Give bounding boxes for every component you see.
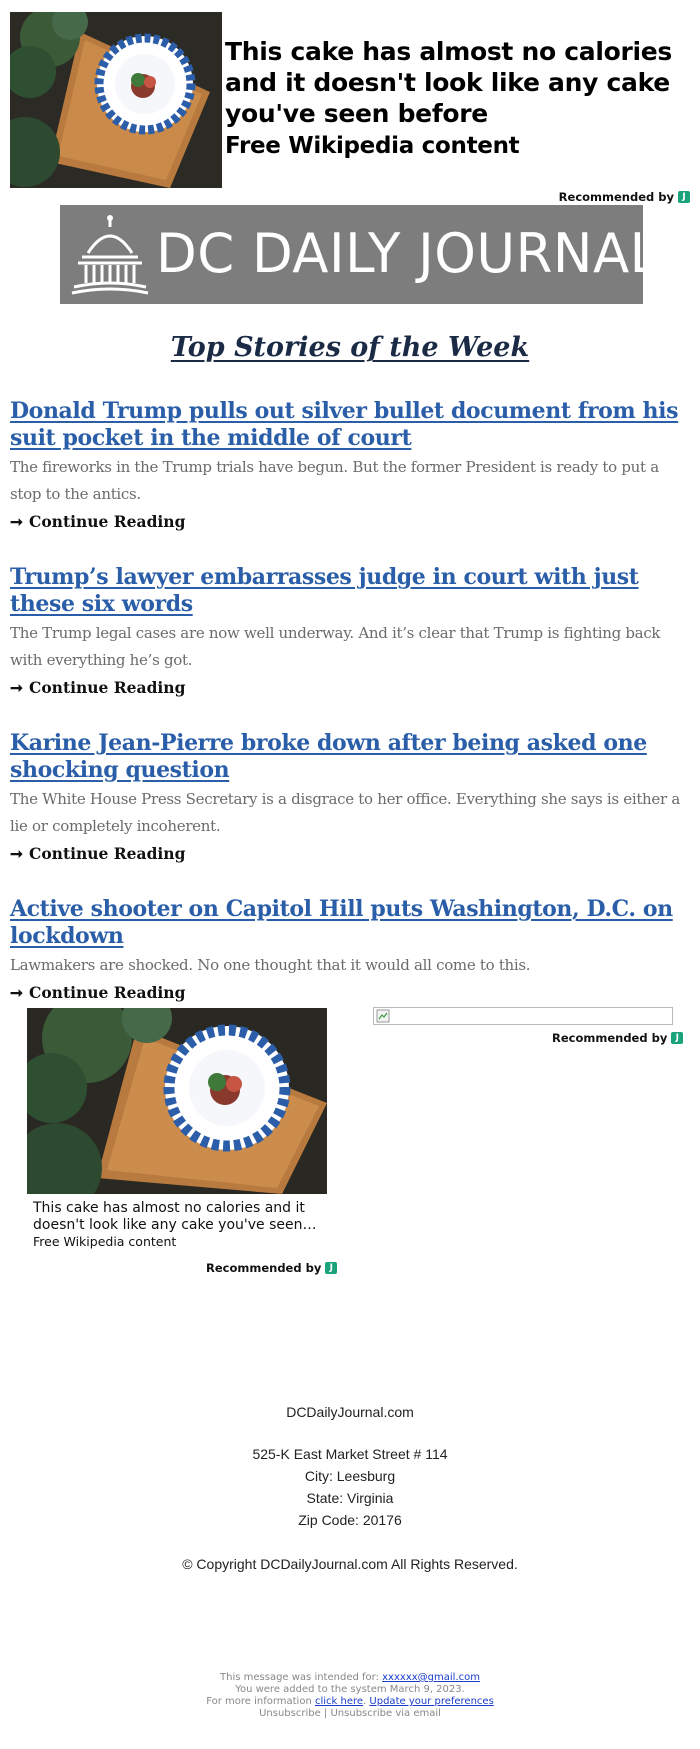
story-headline (10, 730, 690, 784)
footer-site-name: DCDailyJournal.com (286, 1404, 414, 1420)
top-ad-source[interactable]: Free Wikipedia content (225, 133, 520, 159)
top-ad-headline[interactable]: This cake has almost no calories and it doesn't look like any cake you've seen before (225, 37, 673, 128)
footer-copyright: © Copyright DCDailyJournal.com All Rights Reserved. (182, 1556, 518, 1572)
broken-image-icon (376, 1009, 390, 1023)
food-plate-photo[interactable] (27, 1008, 327, 1194)
story-headline (10, 564, 690, 618)
continue-reading-label: Continue Reading (29, 844, 186, 863)
top-ad[interactable] (10, 12, 690, 188)
continue-reading-label: Continue Reading (29, 512, 186, 531)
story-headline (10, 398, 690, 452)
story-headline-link[interactable]: Trump’s lawyer embarrasses judge in court with just these six words (10, 564, 639, 617)
site-logo[interactable] (60, 205, 660, 304)
continue-reading-link[interactable] (10, 842, 690, 866)
arrow-right-icon: ➞ (10, 844, 23, 863)
food-plate-photo[interactable] (10, 12, 222, 188)
continue-reading-label: Continue Reading (29, 983, 186, 1002)
ad-card[interactable] (27, 1008, 327, 1250)
story-headline-link[interactable]: Donald Trump pulls out silver bullet document from his suit pocket in the middle of court (10, 398, 679, 451)
unsubscribe-email-link[interactable]: Unsubscribe via email (330, 1708, 441, 1719)
section-title (0, 332, 700, 363)
info-prefix: For more information (206, 1696, 312, 1707)
info-line (0, 1696, 700, 1708)
recommended-by-label: Recommended by (552, 1031, 668, 1045)
recommended-by-badge[interactable] (206, 1261, 337, 1275)
recommended-by-label: Recommended by (558, 190, 674, 204)
arrow-right-icon: ➞ (10, 983, 23, 1002)
arrow-right-icon: ➞ (10, 678, 23, 697)
intended-line (0, 1672, 700, 1684)
broken-ad-image[interactable] (373, 1007, 673, 1025)
story-summary: Lawmakers are shocked. No one thought that it would all come to this. (10, 956, 531, 974)
recommended-by-badge[interactable] (559, 190, 690, 204)
continue-reading-link[interactable] (10, 676, 690, 700)
story-item (10, 896, 690, 1005)
update-preferences-link[interactable]: Update your preferences (369, 1696, 494, 1707)
pipe-separator: | (323, 1708, 328, 1719)
site-name: DC DAILY JOURNAL (156, 222, 660, 285)
recommend-logo-icon: J (671, 1032, 683, 1044)
recommended-by-label: Recommended by (206, 1261, 322, 1275)
ad-card-source[interactable]: Free Wikipedia content (33, 1234, 177, 1249)
recommend-logo-icon: J (678, 191, 690, 203)
unsubscribe-link[interactable]: Unsubscribe (259, 1708, 321, 1719)
intended-prefix: This message was intended for: (220, 1672, 379, 1683)
story-summary: The Trump legal cases are now well underway. And it’s clear that Trump is fighting back with everything he’s got. (10, 624, 661, 669)
story-headline (10, 896, 690, 950)
story-item (10, 398, 690, 534)
story-headline-link[interactable]: Active shooter on Capitol Hill puts Washington, D.C. on lockdown (10, 896, 673, 949)
story-summary: The White House Press Secretary is a disgrace to her office. Everything she says is either a lie or completely incoherent. (10, 790, 680, 835)
footer-city: City: Leesburg (304, 1468, 396, 1484)
footer-zip: Zip Code: 20176 (298, 1512, 402, 1528)
footer-street: 525-K East Market Street # 114 (252, 1446, 448, 1462)
story-headline-link[interactable]: Karine Jean-Pierre broke down after being asked one shocking question (10, 730, 647, 783)
separator-text: . (363, 1696, 367, 1707)
recommend-logo-icon: J (325, 1262, 337, 1274)
capitol-dome-icon (70, 213, 150, 298)
arrow-right-icon: ➞ (10, 512, 23, 531)
click-here-link[interactable]: click here (314, 1696, 364, 1707)
recommended-by-badge[interactable] (552, 1031, 683, 1045)
continue-reading-link[interactable] (10, 510, 690, 534)
story-summary: The fireworks in the Trump trials have begun. But the former President is ready to put a stop to the antics. (10, 458, 659, 503)
section-title-text: Top Stories of the Week (170, 332, 530, 363)
added-line: You were added to the system March 9, 2023. (235, 1684, 465, 1695)
continue-reading-link[interactable] (10, 981, 690, 1005)
story-item (10, 564, 690, 700)
unsubscribe-line (0, 1708, 700, 1720)
recipient-email-link[interactable]: xxxxxx@gmail.com (382, 1672, 480, 1683)
story-item (10, 730, 690, 866)
continue-reading-label: Continue Reading (29, 678, 186, 697)
ad-card-title[interactable]: This cake has almost no calories and it doesn't look like any cake you've seen… (33, 1200, 317, 1233)
footer-state: State: Virginia (306, 1490, 394, 1506)
